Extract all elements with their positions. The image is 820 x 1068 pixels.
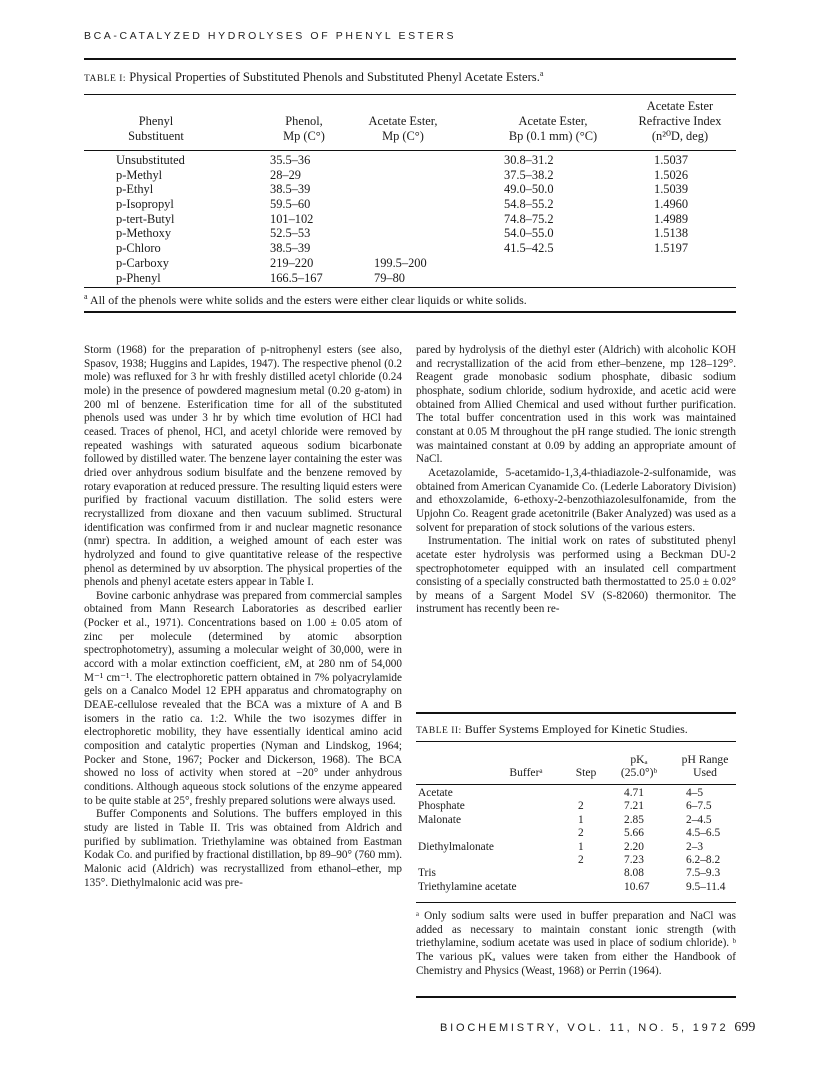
table1-cell: 54.8–55.2 — [504, 197, 554, 212]
table1-cell: Unsubstituted — [116, 153, 185, 167]
table1-top-rule — [84, 58, 736, 60]
table1-cell: 199.5–200 — [374, 255, 427, 270]
table1-cell: 28–29 — [270, 167, 301, 182]
table1-cell: 1.5037 — [654, 153, 689, 167]
table2-cell: 9.5–11.4 — [686, 880, 726, 893]
table1-caption-mark: a — [539, 69, 544, 78]
table2-row — [416, 867, 736, 880]
table2-label: TABLE II: — [416, 726, 462, 736]
table2-end-rule — [416, 996, 736, 998]
left-paragraph-1: Storm (1968) for the preparation of p-nitrophenyl esters (see also, Spasov, 1938; Huggins and Lapides, 1947). The respective phenol (0.2 mole) was refluxed for 3 hr with freshly distilled acetyl chloride (0.24 mole) in the presence of powdered magnesium metal (0.20 g-atom) in 200 ml of benzene. Esterification time for all of the substituted phenols used was under 3 hr by which time evolution of HCl had ceased. Traces of phenol, HCl, and acetyl chloride were removed by repeated washings with saturated aqueous sodium bicarbonate followed by distilled water. The benzene layer containing the ester was dried over anhydrous sodium bisulfate and the benzene removed by rotary evaporation at reduced pressure. The resulting liquid esters were purified by fractional vacuum distillation. The solid esters were recrystallized from dioxane and then vacuum sublimed. Structural identification was confirmed from ir and nuclear magnetic resonance (nmr) spectra. In addition, a weighed amount of each ester was hydrolyzed and found to give quantitative release of the respective phenol as determined by uv absorption. The physical properties of the phenols and phenyl acetate esters appear in Table I. — [84, 344, 402, 589]
table2-cell: 2 — [578, 853, 584, 866]
table2-cell: 6–7.5 — [686, 800, 712, 813]
table2-cell: 2–3 — [686, 840, 704, 853]
table2-cell: 1 — [578, 840, 584, 853]
table2-cell: 8.08 — [624, 867, 644, 880]
table2-cell: 6.2–8.2 — [686, 853, 721, 866]
table1-cell: 35.5–36 — [270, 153, 311, 167]
table2-cell: Triethylamine acetate — [418, 880, 517, 893]
table2-cell: 2.20 — [624, 840, 644, 853]
table1-end-rule — [84, 311, 736, 313]
table1-row — [84, 241, 736, 256]
page-number: 699 — [734, 1020, 756, 1035]
table2-row — [416, 787, 736, 800]
table1-row — [84, 182, 736, 197]
right-paragraph-3: Instrumentation. The initial work on rates of substituted phenyl acetate ester hydrolysis was performed using a Beckman DU-2 spectrophotometer equipped with an insulated cell compartment consisting of a specially constructed bath thermostatted to 25.0 ± 0.02° by means of a Sargent Model SV (S-82060) thermonitor. The instrument has recently been re- — [416, 535, 736, 616]
table1-cell: 52.5–53 — [270, 226, 311, 241]
table1-footnote — [84, 292, 527, 308]
table2-top-rule — [416, 712, 736, 714]
table1-bottom-rule — [84, 287, 736, 288]
table1-cell: 41.5–42.5 — [504, 241, 554, 256]
table2-cell: 7.5–9.3 — [686, 867, 721, 880]
table1-header-rule — [84, 94, 736, 95]
table1-cell: 79–80 — [374, 270, 405, 285]
table1-cell: 1.5138 — [654, 226, 689, 241]
table2-cell: Phosphate — [418, 800, 465, 813]
table1-caption — [84, 69, 543, 85]
table1-footnote-text: All of the phenols were white solids and the esters were either clear liquids or white solids. — [89, 293, 527, 307]
table1-cell: 1.5039 — [654, 182, 689, 197]
table2 — [416, 744, 736, 894]
table1-cell: p-Carboxy — [116, 255, 169, 270]
table1-cell: p-Isopropyl — [116, 197, 174, 212]
left-paragraph-3: Buffer Components and Solutions. The buffers employed in this study are listed in Table II. Tris was obtained from Aldrich and purified by sublimation. Triethylamine was obtained from Eastman Kodak Co. and purified by fractional distillation, bp 89–90° (760 mm). Malonic acid (Aldrich) was recrystallized from ethanol–ether, mp 135°. Diethylmalonic acid was pre- — [84, 808, 402, 889]
table2-cell: Diethylmalonate — [418, 840, 494, 853]
table2-col-buffer: Bufferᵃ — [509, 766, 543, 779]
table1-cell: 1.5026 — [654, 167, 689, 182]
table1-cell: 1.4960 — [654, 197, 689, 212]
table2-cell: Acetate — [418, 787, 453, 799]
table1-row — [84, 197, 736, 212]
table2-cell: 10.67 — [624, 880, 650, 893]
table2-caption — [416, 722, 688, 737]
table1-cell: 1.5197 — [654, 241, 689, 256]
table1-footnote-mark: a — [84, 292, 88, 301]
table2-cell: 2.85 — [624, 813, 644, 826]
table2-cell: 4.71 — [624, 787, 644, 799]
table1-row — [84, 153, 736, 168]
table2-caption-text: Buffer Systems Employed for Kinetic Studies. — [464, 722, 688, 736]
table2-col-ph-range: pH Range Used — [681, 753, 729, 779]
table2-footnote: ᵃ Only sodium salts were used in buffer preparation and NaCl was added as necessary to maintain constant ionic strength (with triethylamine, sodium acetate was used in place of sodium chloride). ᵇ The various pKₐ values were taken from either the Handbook of Chemistry and Physics (Weast, 1968) or Perrin (1964). — [416, 910, 736, 977]
table2-row — [416, 854, 736, 867]
table2-header-rule — [416, 741, 736, 742]
table1-cell: 219–220 — [270, 255, 314, 270]
table2-row — [416, 800, 736, 813]
table2-cell: 1 — [578, 813, 584, 826]
table1-row — [84, 256, 736, 271]
table2-cell: 7.23 — [624, 853, 644, 866]
table2-col-step: Step — [575, 766, 597, 779]
table2-cell: 2 — [578, 827, 584, 840]
table1-label: TABLE I: — [84, 74, 127, 85]
right-paragraph-1: pared by hydrolysis of the diethyl ester (Aldrich) with alcoholic KOH and recrystallization of the acid from ether–benzene, mp 128–129°. Reagent grade monobasic sodium phosphate, dibasic sodium phosphate, sodium chloride, sodium hydroxide, and acetic acid were obtained from Allied Chemical and used without further purification. The total buffer concentration used in this work was maintained constant at 0.05 M throughout the pH range studied. The ionic strength was maintained constant at 0.09 by adding an appropriate amount of NaCl. — [416, 344, 736, 466]
table2-cell: 4–5 — [686, 787, 704, 799]
table1-cell: p-tert-Butyl — [116, 211, 175, 226]
table2-cell: 2–4.5 — [686, 813, 712, 826]
running-head: BCA-CATALYZED HYDROLYSES OF PHENYL ESTERS — [84, 30, 457, 42]
table1-cell: 166.5–167 — [270, 270, 323, 285]
table1-col-substituent: Phenyl Substituent — [128, 114, 184, 143]
table1 — [84, 96, 736, 285]
table2-header — [416, 744, 736, 782]
table1-cell: p-Phenyl — [116, 270, 161, 285]
table1-cell: 49.0–50.0 — [504, 182, 554, 197]
table1-cell: 74.8–75.2 — [504, 211, 554, 226]
table2-row — [416, 841, 736, 854]
table1-cell: 1.4989 — [654, 211, 689, 226]
left-paragraph-2: Bovine carbonic anhydrase was prepared from commercial samples obtained from Mann Research Laboratories as described earlier (Pocker et al., 1971). Concentrations based on 1.00 ± 0.05 atom of zinc per molecule (determined by atomic absorption spectrophotometry), assuming a molecular weight of 30,000, were in accord with a molar extinction coefficient, εM, at 280 nm of 54,000 M⁻¹ cm⁻¹. The electrophoretic pattern obtained in 7% polyacrylamide gels on a Canalco Model 12 EPH apparatus and chromatography on DEAE-cellulose revealed that the BCA was a mixture of A and B isomers in the ratio ca. 1:2. While the two isozymes differ in electrophoretic mobility, they have essentially identical amino acid composition and catalytic properties (Nyman and Lindskog, 1964; Pocker and Stone, 1967; Pocker and Dickerson, 1968). The BCA showed no loss of activity when stored at −20° under anhydrous conditions. Although aqueous stock solutions of the enzyme appeared to be quite stable at 25°, freshly prepared solutions were always used. — [84, 589, 402, 807]
table1-col-refractive-index: Acetate Ester Refractive Index (n²⁰D, deg) — [638, 99, 722, 143]
table2-cell: 2 — [578, 800, 584, 813]
table1-row — [84, 212, 736, 227]
table1-col-ester-bp: Acetate Ester, Bp (0.1 mm) (°C) — [508, 114, 598, 143]
table2-cell: 4.5–6.5 — [686, 827, 721, 840]
table2-cell: Tris — [418, 867, 436, 880]
table2-col-pka: pKₐ (25.0°)ᵇ — [620, 753, 658, 779]
page-footer — [440, 1020, 755, 1036]
table1-cell: p-Methyl — [116, 167, 163, 182]
table1-cell: p-Chloro — [116, 241, 161, 256]
right-paragraph-2: Acetazolamide, 5-acetamido-1,3,4-thiadiazole-2-sulfonamide, was obtained from American Cyanamide Co. (Lederle Laboratory Division) and ethoxzolamide, 6-ethoxy-2-benzothiazolesulfonamide, from the Upjohn Co. Reagent grade acetonitrile (Baker Analyzed) was used as a solvent for preparation of stock solutions of the various esters. — [416, 466, 736, 534]
journal-citation: BIOCHEMISTRY, VOL. 11, NO. 5, 1972 — [440, 1022, 729, 1034]
table2-cell: 7.21 — [624, 800, 644, 813]
table2-row — [416, 827, 736, 840]
right-column — [416, 344, 736, 617]
table2-cell: 5.66 — [624, 827, 644, 840]
table1-cell: 30.8–31.2 — [504, 153, 554, 167]
table1-cell: 37.5–38.2 — [504, 167, 554, 182]
table2-body — [416, 785, 736, 894]
table1-cell: 38.5–39 — [270, 182, 311, 197]
table1-body — [84, 151, 736, 285]
table1-cell: p-Methoxy — [116, 226, 172, 241]
table1-col-phenol-mp: Phenol, Mp (C°) — [283, 114, 325, 143]
table1-cell: p-Ethyl — [116, 182, 154, 197]
table1-cell: 38.5–39 — [270, 241, 311, 256]
table2-row — [416, 881, 736, 894]
table2-row — [416, 814, 736, 827]
table1-cell: 54.0–55.0 — [504, 226, 554, 241]
table1-row — [84, 168, 736, 183]
table1-header — [84, 96, 736, 148]
table2-cell: Malonate — [418, 813, 462, 826]
table1-cell: 101–102 — [270, 211, 314, 226]
table1-row — [84, 271, 736, 286]
table2-bottom-rule — [416, 902, 736, 903]
table1-caption-text: Physical Properties of Substituted Phenols and Substituted Phenyl Acetate Esters. — [129, 70, 540, 85]
left-column — [84, 344, 402, 890]
table1-row — [84, 226, 736, 241]
table1-col-ester-mp: Acetate Ester, Mp (C°) — [368, 114, 438, 143]
table1-cell: 59.5–60 — [270, 197, 311, 212]
